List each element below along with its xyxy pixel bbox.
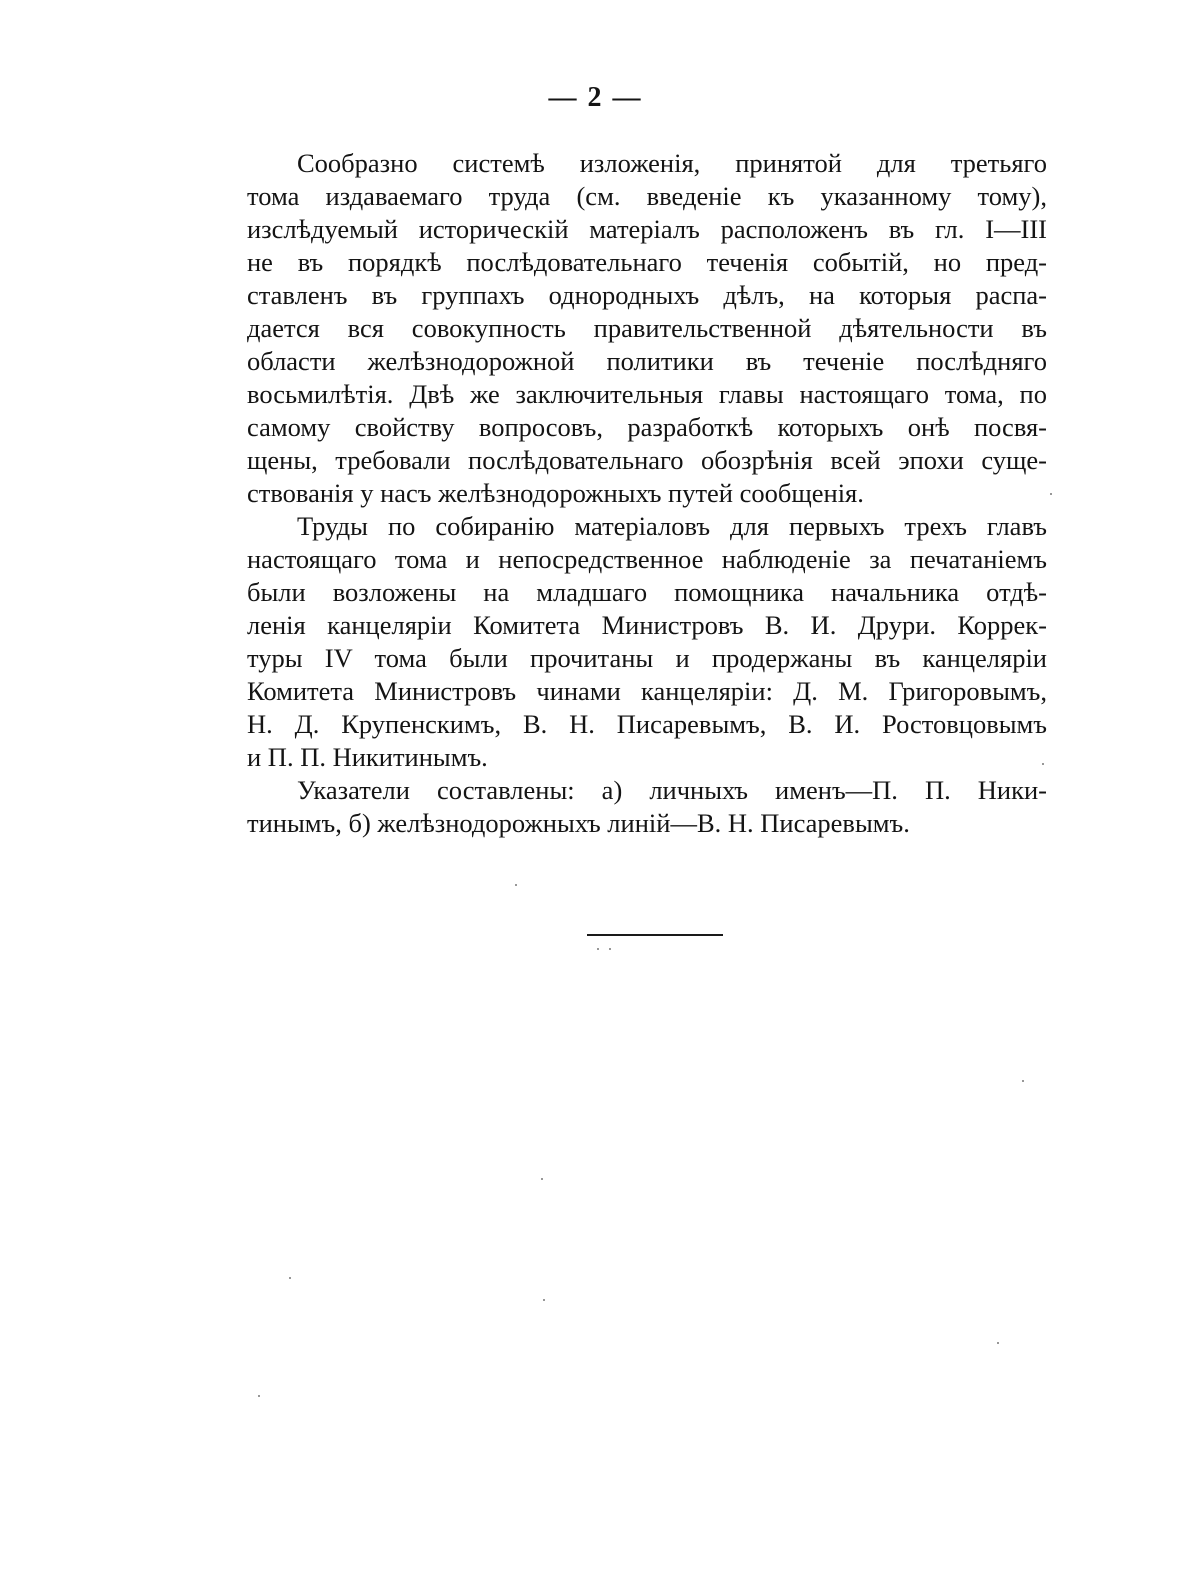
text-line: тинымъ, б) желѣзнодорожныхъ линій—В. Н. Писаревымъ. xyxy=(247,808,910,838)
text-line: Труды по собиранію матеріаловъ для первыхъ трехъ главъ xyxy=(297,511,1047,541)
text-line: дается вся совокупность правительственной дѣятельности въ xyxy=(247,313,1047,343)
scan-speck xyxy=(997,1342,999,1344)
scan-speck xyxy=(1050,493,1052,495)
text-line: области желѣзнодорожной политики въ теченіе послѣдняго xyxy=(247,346,1047,376)
text-line: ставленъ въ группахъ однородныхъ дѣлъ, на которыя распа- xyxy=(247,280,1047,310)
end-rule xyxy=(587,934,723,936)
scan-speck xyxy=(597,948,599,950)
text-line: туры IV тома были прочитаны и продержаны въ канцеляріи xyxy=(247,643,1047,673)
text-line: ствованія у насъ желѣзнодорожныхъ путей сообщенія. xyxy=(247,478,864,508)
text-line: Сообразно системѣ изложенія, принятой для третьяго xyxy=(297,148,1047,178)
scan-speck xyxy=(1022,1080,1024,1082)
text-line: самому свойству вопросовъ, разработкѣ которыхъ онѣ посвя- xyxy=(247,412,1047,442)
text-line: были возложены на младшаго помощника начальника отдѣ- xyxy=(247,577,1047,607)
scan-speck xyxy=(258,1395,260,1397)
scan-speck xyxy=(1042,763,1044,765)
text-line: изслѣдуемый историческій матеріалъ расположенъ въ гл. I—III xyxy=(247,214,1047,244)
scan-speck xyxy=(515,884,517,886)
scan-speck xyxy=(289,1277,291,1279)
text-line: настоящаго тома и непосредственное наблюденіе за печатаніемъ xyxy=(247,544,1047,574)
scan-speck xyxy=(541,1178,543,1180)
page-number: — 2 — xyxy=(548,82,643,113)
text-line: тома издаваемаго труда (см. введеніе къ указанному тому), xyxy=(247,181,1047,211)
paragraph-3 xyxy=(247,774,1047,840)
scan-speck xyxy=(543,1299,545,1301)
text-line: и П. П. Никитинымъ. xyxy=(247,742,488,772)
text-line: восьмилѣтія. Двѣ же заключительныя главы настоящаго тома, по xyxy=(247,379,1047,409)
scan-speck xyxy=(609,948,611,950)
text-line: Указатели составлены: а) личныхъ именъ—П. П. Ники- xyxy=(297,775,1047,805)
paragraph-2 xyxy=(247,510,1047,774)
text-line: не въ порядкѣ послѣдовательнаго теченія событій, но пред- xyxy=(247,247,1047,277)
text-line: Комитета Министровъ чинами канцеляріи: Д. М. Григоровымъ, xyxy=(247,676,1047,706)
body-text xyxy=(247,147,1047,840)
paragraph-1 xyxy=(247,147,1047,510)
text-line: щены, требовали послѣдовательнаго обозрѣнія всей эпохи суще- xyxy=(247,445,1047,475)
text-line: ленія канцеляріи Комитета Министровъ В. И. Друри. Коррек- xyxy=(247,610,1047,640)
text-line: Н. Д. Крупенскимъ, В. Н. Писаревымъ, В. И. Ростовцовымъ xyxy=(247,709,1047,739)
